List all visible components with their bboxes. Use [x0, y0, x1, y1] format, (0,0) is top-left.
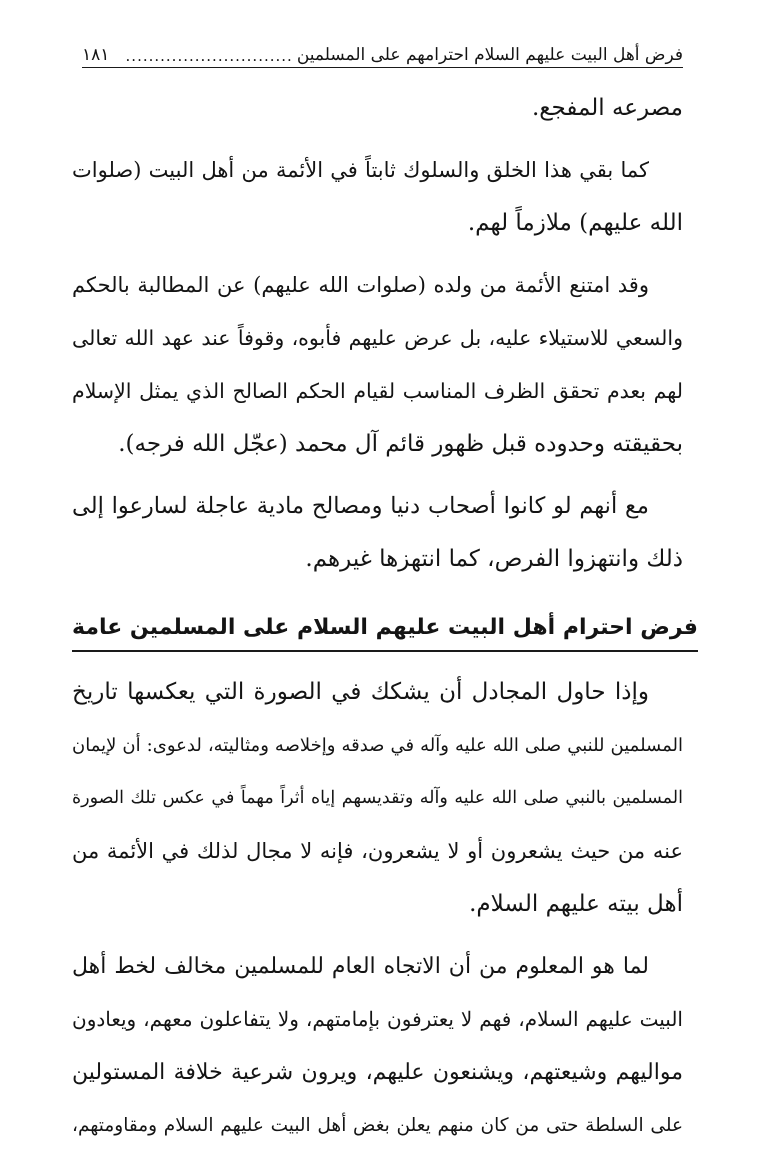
- text-line: على السلطة حتى من كان منهم يعلن بغض أهل البيت عليهم السلام ومقاومتهم،: [72, 1115, 683, 1136]
- text-line: لما هو المعلوم من أن الاتجاه العام للمسلمين مخالف لخط أهل: [72, 954, 649, 979]
- paragraph: [72, 82, 683, 135]
- text-line: مصرعه المفجع.: [531, 95, 683, 121]
- text-line: وإذا حاول المجادل أن يشكك في الصورة التي يعكسها تاريخ: [72, 679, 649, 705]
- text-line: البيت عليهم السلام، فهم لا يعترفون بإمامتهم، ولا يتفاعلون معهم، ويعادون: [72, 1007, 683, 1031]
- page-number: ١٨١: [82, 45, 110, 65]
- text-line: لهم بعدم تحقق الظرف المناسب لقيام الحكم الصالح الذي يمثل الإسلام: [72, 379, 683, 403]
- running-header-title: فرض أهل البيت عليهم السلام احترامهم على المسلمين: [296, 45, 683, 65]
- text-line: ذلك وانتهزوا الفرص، كما انتهزها غيرهم.: [305, 546, 683, 572]
- header-rule: [82, 67, 683, 68]
- leader-dots: .............................: [125, 49, 293, 64]
- running-header: [82, 28, 683, 64]
- text-line: كما بقي هذا الخلق والسلوك ثابتاً في الأئمة من أهل البيت (صلوات: [72, 158, 649, 182]
- text-line: المسلمين بالنبي صلى الله عليه وآله وتقديسهم إياه أثراً مهماً في عكس تلك الصورة: [72, 788, 683, 808]
- page-body: [72, 82, 698, 1152]
- paragraph: [72, 666, 683, 931]
- text-line: المسلمين للنبي صلى الله عليه وآله في صدقه وإخلاصه ومثاليته، لدعوى: أن لإيمان: [72, 735, 683, 756]
- text-line: مع أنهم لو كانوا أصحاب دنيا ومصالح مادية عاجلة لسارعوا إلى: [72, 493, 649, 519]
- text-line: والسعي للاستيلاء عليه، بل عرض عليهم فأبوه، وقوفاً عند عهد الله تعالى: [72, 326, 683, 350]
- paragraph: [72, 480, 683, 586]
- paragraph: [72, 259, 683, 471]
- paragraph: [72, 940, 683, 1152]
- paragraph: [72, 144, 683, 250]
- text-line: أهل بيته عليهم السلام.: [469, 891, 683, 917]
- text-line: وقد امتنع الأئمة من ولده (صلوات الله عليهم) عن المطالبة بالحكم: [72, 273, 649, 297]
- section-heading-text: فرض احترام أهل البيت عليهم السلام على المسلمين عامة: [72, 608, 698, 652]
- section-heading: [72, 608, 698, 652]
- text-line: بحقيقته وحدوده قبل ظهور قائم آل محمد (عجّل الله فرجه).: [118, 431, 683, 457]
- text-line: مواليهم وشيعتهم، ويشنعون عليهم، ويرون شرعية خلافة المستولين: [72, 1060, 683, 1085]
- text-line: عنه من حيث يشعرون أو لا يشعرون، فإنه لا مجال لذلك في الأئمة من: [72, 839, 683, 863]
- text-line: الله عليهم) ملازماً لهم.: [467, 210, 683, 236]
